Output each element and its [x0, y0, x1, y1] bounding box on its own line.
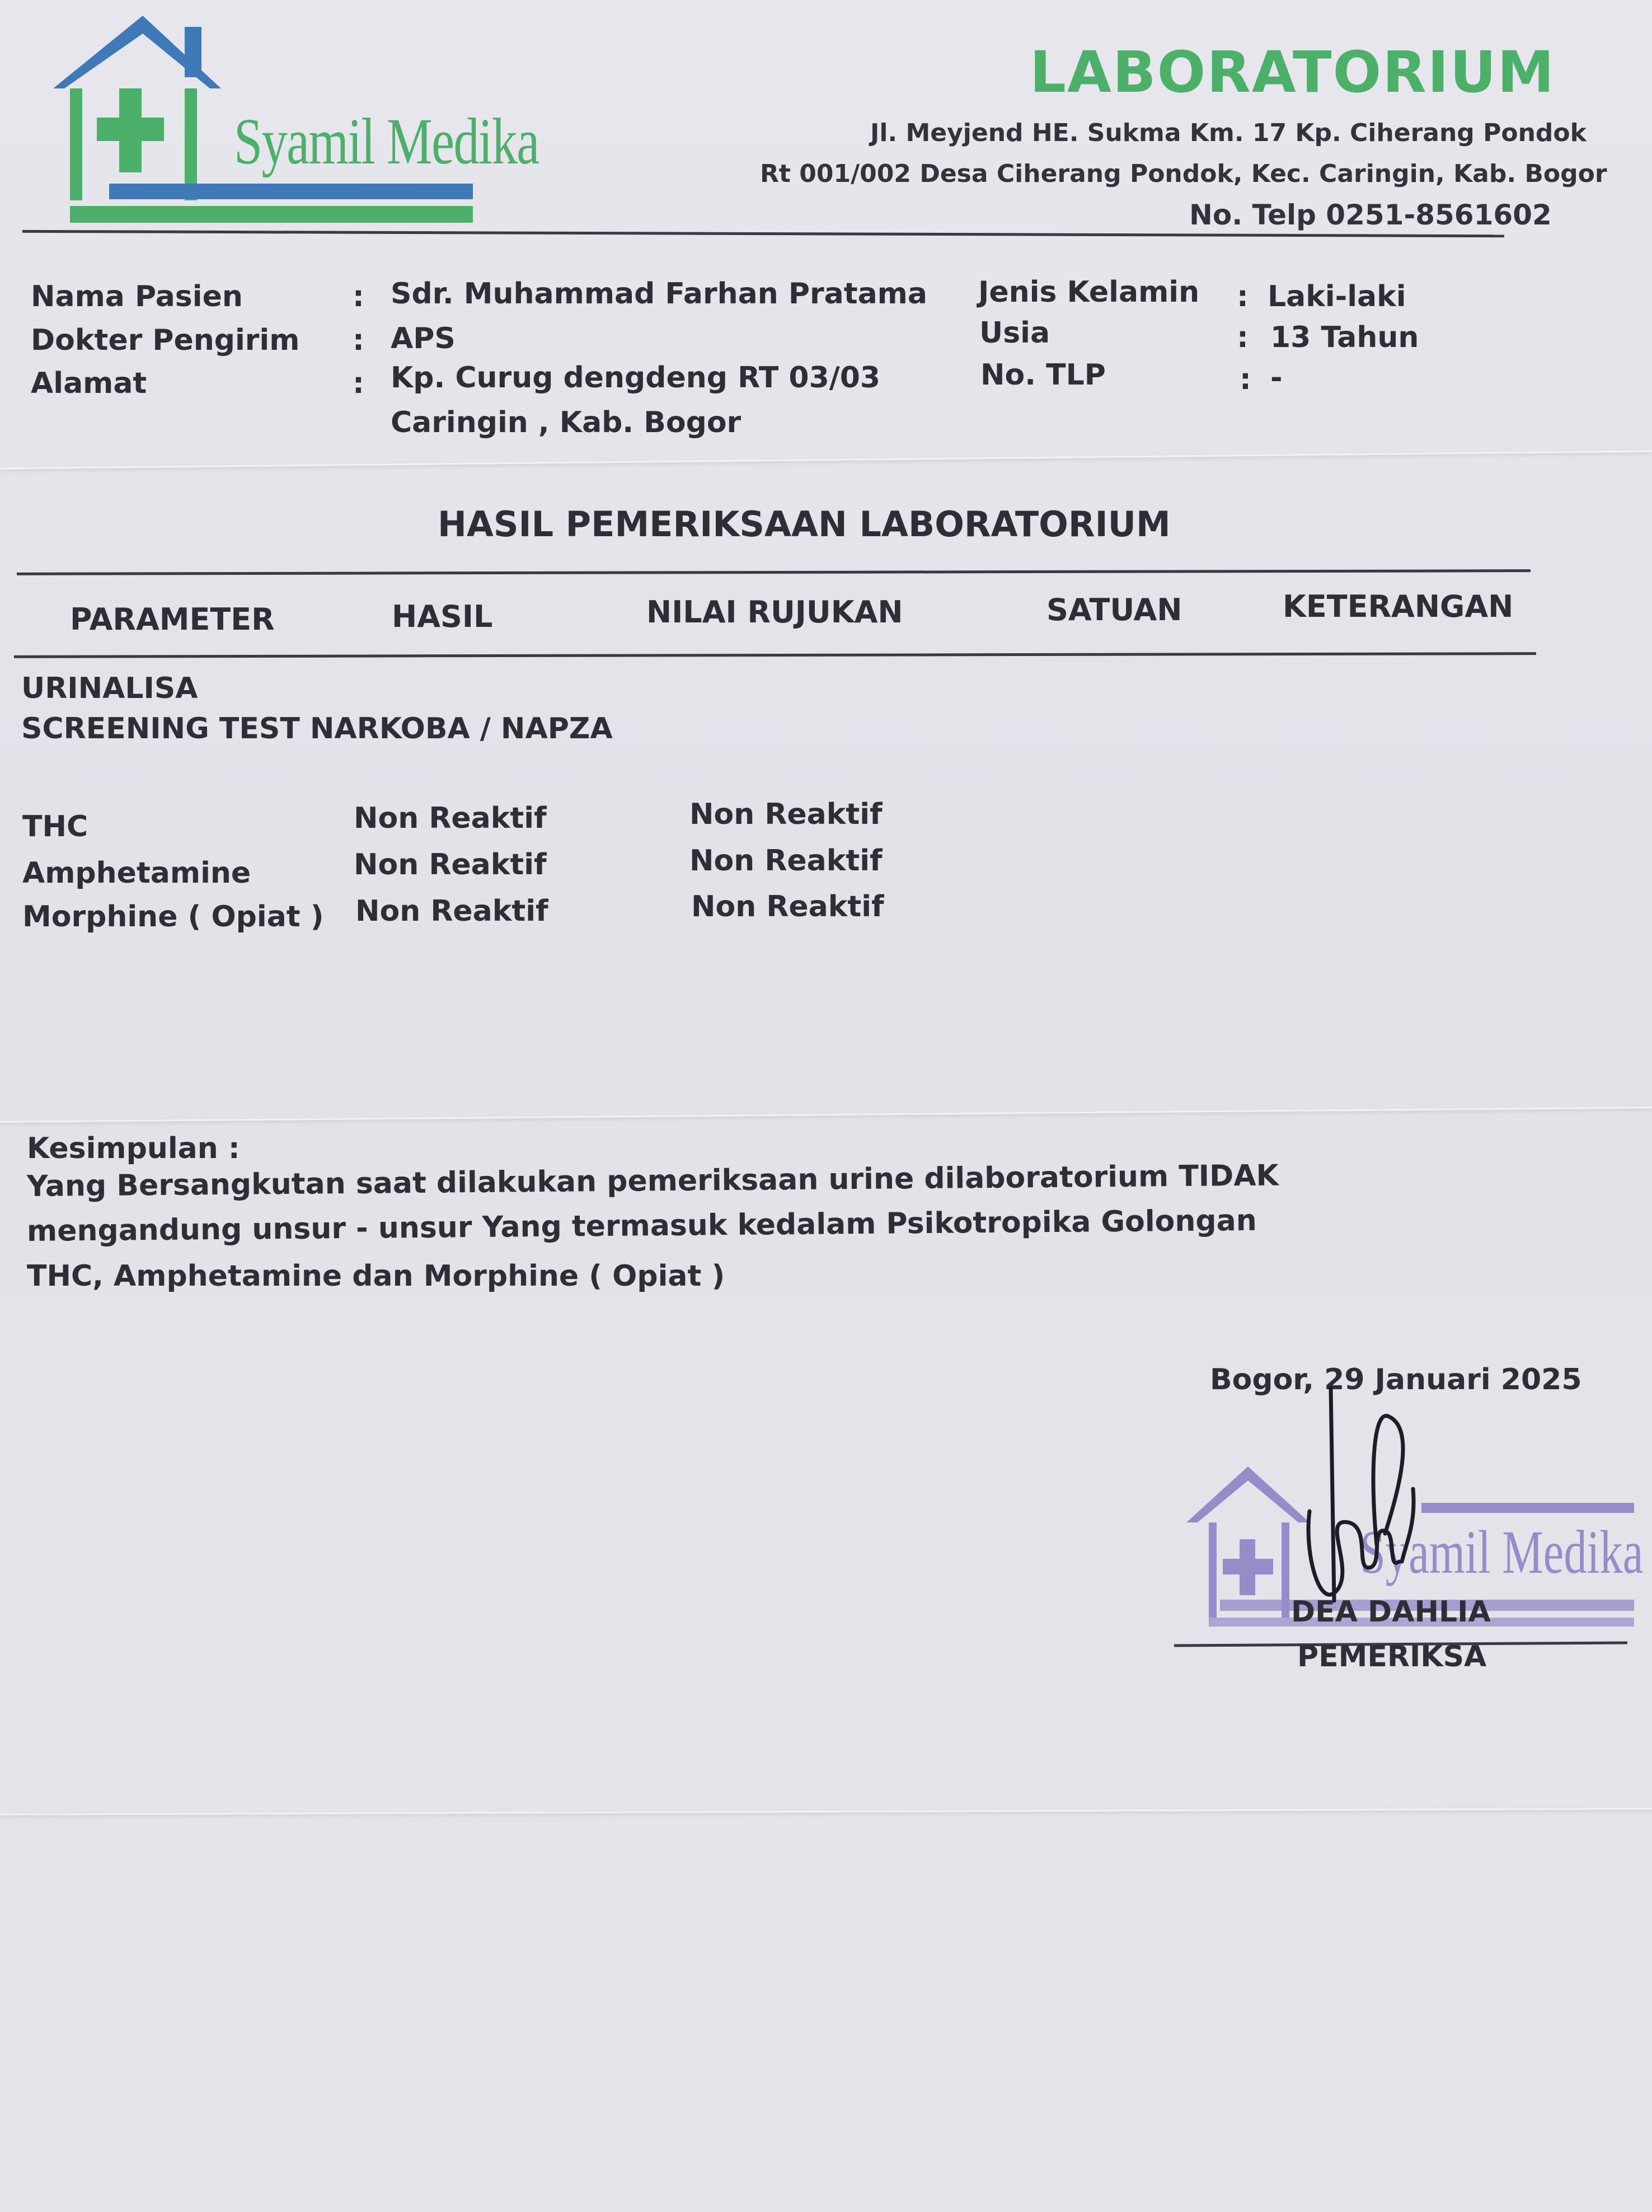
address-line-1: Jl. Meyjend HE. Sukma Km. 17 Kp. Ciherang Pondok [870, 119, 1587, 147]
conclusion-label: Kesimpulan : [27, 1132, 240, 1165]
row-rujukan: Non Reaktif [689, 798, 883, 831]
colon: : [1237, 321, 1249, 354]
gender-label: Jenis Kelamin [978, 275, 1200, 309]
age-label: Usia [979, 316, 1050, 350]
paper-fold-middle [0, 1107, 1652, 1123]
column-header: PARAMETER [70, 602, 275, 637]
handwritten-signature [1287, 1377, 1455, 1623]
phone-number: No. Telp 0251-8561602 [1189, 199, 1552, 231]
results-divider-top [17, 569, 1531, 575]
logo-text: Syamil Medika [234, 105, 539, 178]
conclusion-line-2: mengandung unsur - unsur Yang termasuk kedalam Psikotropika Golongan [26, 1203, 1257, 1248]
row-rujukan: Non Reaktif [691, 890, 884, 924]
doctor-value: APS [391, 322, 456, 355]
column-header: KETERANGAN [1283, 589, 1514, 624]
address-label: Alamat [31, 367, 147, 400]
row-rujukan: Non Reaktif [689, 844, 883, 878]
paper-fold-top [0, 451, 1652, 470]
subsection-title: SCREENING TEST NARKOBA / NAPZA [21, 712, 613, 746]
stamp-text: Syamil Medika [1360, 1518, 1644, 1586]
column-header: NILAI RUJUKAN [646, 594, 903, 630]
colon: : [353, 280, 364, 313]
row-hasil: Non Reaktif [355, 894, 548, 928]
lab-title: LABORATORIUM [1030, 39, 1556, 106]
row-parameter: Amphetamine [22, 856, 251, 890]
paper-fold-bottom [0, 1808, 1652, 1815]
phone-label: No. TLP [980, 358, 1106, 392]
age-value: 13 Tahun [1270, 321, 1419, 354]
colon: : [1240, 363, 1251, 396]
conclusion-line-3: THC, Amphetamine dan Morphine ( Opiat ) [27, 1259, 725, 1293]
colon: : [353, 367, 364, 400]
colon: : [1237, 280, 1249, 313]
results-heading: HASIL PEMERIKSAAN LABORATORIUM [438, 504, 1171, 545]
gender-value: Laki-laki [1268, 280, 1406, 313]
row-parameter: Morphine ( Opiat ) [22, 900, 324, 934]
place-date: Bogor, 29 Januari 2025 [1210, 1363, 1582, 1396]
colon: : [353, 324, 364, 357]
row-parameter: THC [22, 810, 88, 843]
column-header: HASIL [392, 599, 493, 634]
doctor-label: Dokter Pengirim [31, 324, 300, 357]
row-hasil: Non Reaktif [354, 848, 547, 882]
phone-value: - [1270, 361, 1283, 395]
examiner-role: PEMERIKSA [1297, 1640, 1487, 1674]
column-header: SATUAN [1046, 592, 1182, 627]
address-value-2: Caringin , Kab. Bogor [391, 406, 741, 439]
address-line-2: Rt 001/002 Desa Ciherang Pondok, Kec. Caringin, Kab. Bogor [760, 160, 1607, 188]
results-divider-header [14, 652, 1536, 658]
section-title: URINALISA [21, 672, 198, 705]
patient-name-label: Nama Pasien [31, 280, 243, 313]
conclusion-line-1: Yang Bersangkutan saat dilakukan pemeriksaan urine dilaboratorium TIDAK [26, 1159, 1279, 1203]
row-hasil: Non Reaktif [354, 802, 547, 835]
address-value-1: Kp. Curug dengdeng RT 03/03 [391, 361, 881, 395]
patient-name-value: Sdr. Muhammad Farhan Pratama [391, 277, 927, 311]
examiner-name: DEA DAHLIA [1291, 1595, 1491, 1629]
